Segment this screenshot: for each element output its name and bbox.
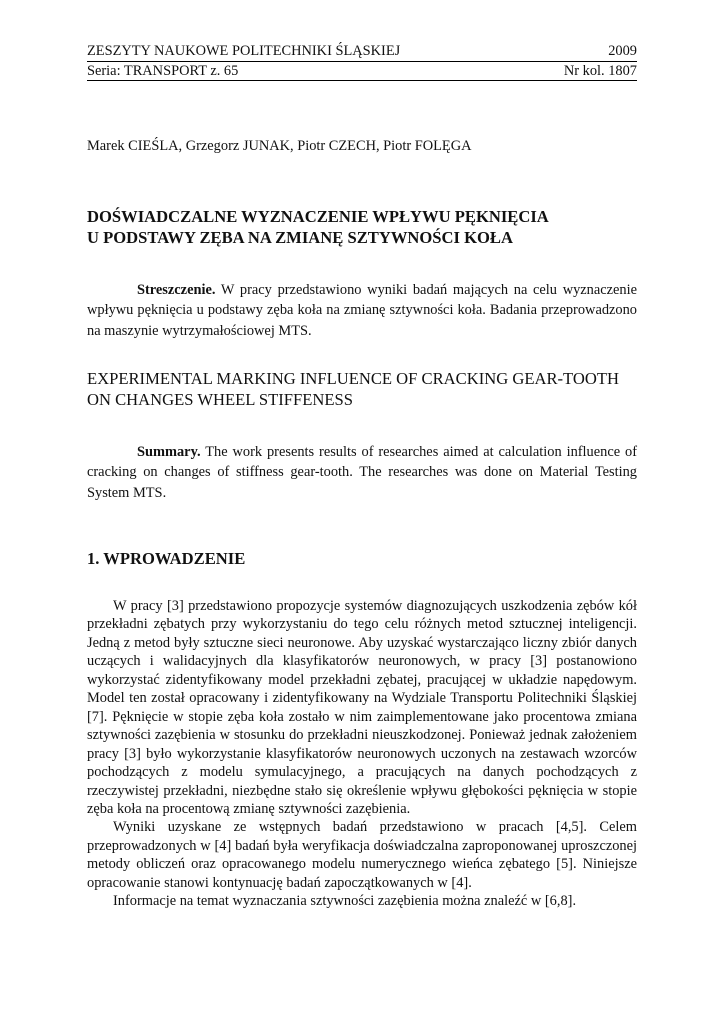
abstract-polish <box>87 280 637 341</box>
abstract-english-text: The work presents results of researches aimed at calculation influence of cracking on changes of stiffness gear-tooth. The researches was done on Material Testing System MTS. <box>87 444 637 501</box>
title-english-line-2: ON CHANGES WHEEL STIFFENESS <box>87 390 353 409</box>
journal-name: ZESZYTY NAUKOWE POLITECHNIKI ŚLĄSKIEJ <box>87 43 401 59</box>
abstract-english <box>87 442 637 503</box>
header-rule-bottom <box>87 80 637 81</box>
body-paragraph: Wyniki uzyskane ze wstępnych badań przedstawiono w pracach [4,5]. Celem przeprowadzonych w [4] badań była weryfikacja doświadczalna zaproponowanej uproszczonej metody obliczeń oraz opracowanego modelu numerycznego wieńca zębatego [5]. Niniejsze opracowanie stanowi kontynuację badań zapoczątkowanych w [4]. <box>87 819 637 891</box>
series-label: Seria: TRANSPORT z. 65 <box>87 63 239 79</box>
section-body <box>87 597 637 911</box>
abstract-polish-text: W pracy przedstawiono wyniki badań mających na celu wyznaczenie wpływu pęknięcia u podstawy zęba koła na zmianę sztywności koła. Badania przeprowadzono na maszynie wytrzymałościowej MTS. <box>87 282 637 339</box>
title-polish <box>87 206 647 248</box>
abstract-english-label: Summary. <box>137 444 201 460</box>
running-header-bottom <box>87 63 637 80</box>
header-rule-top <box>87 61 637 62</box>
authors: Marek CIEŚLA, Grzegorz JUNAK, Piotr CZECH, Piotr FOLĘGA <box>87 138 472 154</box>
section-heading: 1. WPROWADZENIE <box>87 549 246 568</box>
body-paragraph: W pracy [3] przedstawiono propozycje systemów diagnozujących uszkodzenia zębów kół przekładni zębatych przy wykorzystaniu do tego celu różnych metod sztucznej inteligencji. Jedną z metod były sztuczne sieci neuronowe. Aby uzyskać wystarczająco liczny zbiór danych uczących i walidacyjnych dla klasyfikatorów neuronowych, w pracy [3] postanowiono wykorzystać zidentyfikowany model przekładni zębatej, pracującej w układzie napędowym. Model ten został opracowany i zidentyfikowany na Wydziale Transportu Politechniki Śląskiej [7]. Pęknięcie w stopie zęba koła zostało w nim zaimplementowane jako procentowa zmiana sztywności zazębienia w stosunku do przekładni nieuszkodzonej. Ponieważ jednak założeniem pracy [3] było wykorzystanie klasyfikatorów neuronowych uczonych na zestawach wzorców pochodzących z modelu symulacyjnego, a pracujących na danych pochodzących z rzeczywistej przekładni, niezbędne stało się określenie wpływu głębokości pęknięcia w stopie zęba koła na procentową zmianę sztywności zazębienia. <box>87 598 637 817</box>
title-english-line-1: EXPERIMENTAL MARKING INFLUENCE OF CRACKING GEAR-TOOTH <box>87 369 619 388</box>
publication-year: 2009 <box>608 43 637 59</box>
abstract-polish-label: Streszczenie. <box>137 282 216 298</box>
title-polish-line-2: U PODSTAWY ZĘBA NA ZMIANĘ SZTYWNOŚCI KOŁA <box>87 228 513 247</box>
title-polish-line-1: DOŚWIADCZALNE WYZNACZENIE WPŁYWU PĘKNIĘCIA <box>87 207 549 226</box>
body-paragraph: Informacje na temat wyznaczania sztywności zazębienia można znaleźć w [6,8]. <box>113 893 577 910</box>
issue-number: Nr kol. 1807 <box>563 63 637 79</box>
running-header-top <box>87 43 637 60</box>
title-english <box>87 368 657 410</box>
